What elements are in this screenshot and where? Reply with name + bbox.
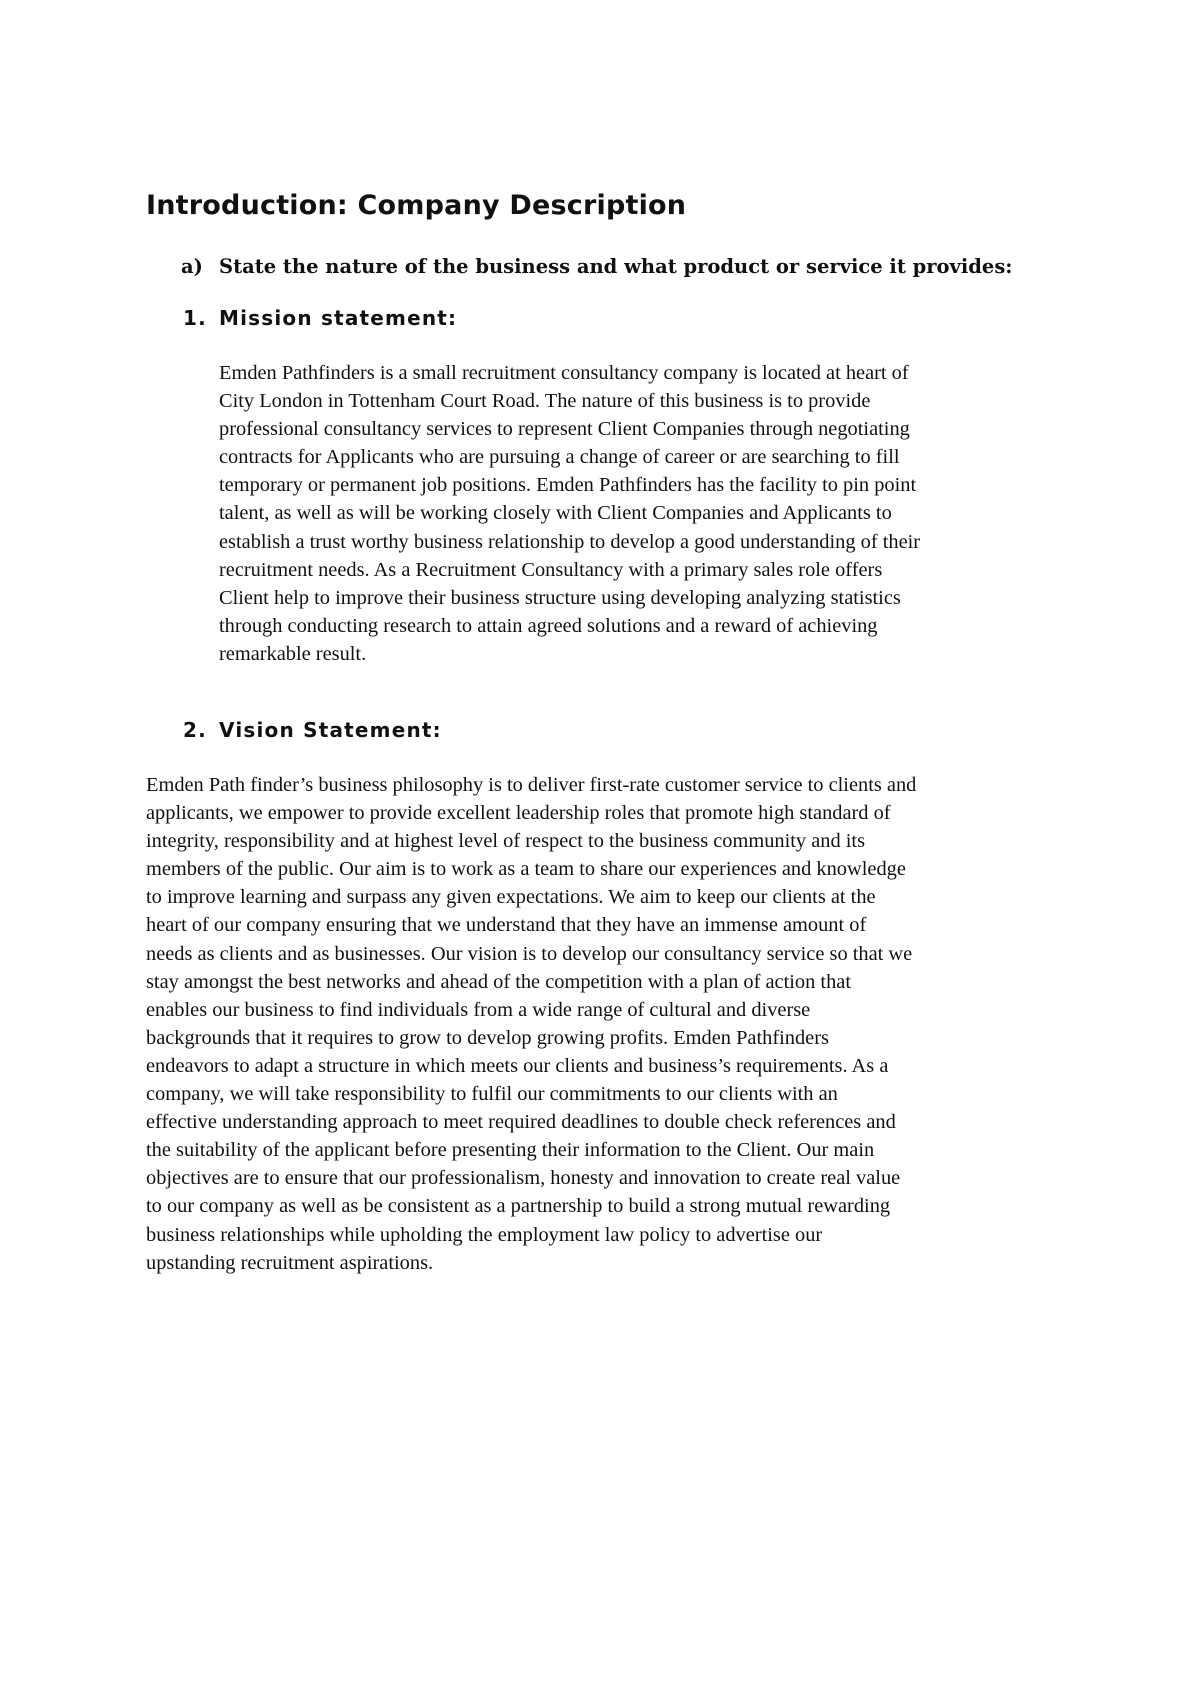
mission-heading: [183, 306, 457, 330]
paragraph-line: to improve learning and surpass any given expectations. We aim to keep our clients at the: [146, 886, 876, 909]
paragraph-line: upstanding recruitment aspirations.: [146, 1251, 434, 1274]
paragraph-line: enables our business to find individuals from a wide range of cultural and diverse: [146, 998, 811, 1021]
mission-paragraph: [219, 359, 920, 668]
paragraph-line: recruitment needs. As a Recruitment Consultancy with a primary sales role offers: [219, 558, 883, 581]
paragraph-line: effective understanding approach to meet required deadlines to double check references and: [146, 1111, 896, 1134]
paragraph-line: talent, as well as will be working closely with Client Companies and Applicants to: [219, 502, 892, 525]
paragraph-line: endeavors to adapt a structure in which meets our clients and business’s requirements. As a: [146, 1054, 889, 1077]
paragraph-line: to our company as well as be consistent as a partnership to build a strong mutual rewarding: [146, 1195, 891, 1218]
paragraph-line: establish a trust worthy business relationship to develop a good understanding of their: [219, 530, 921, 553]
paragraph-line: remarkable result.: [219, 642, 367, 665]
paragraph-line: business relationships while upholding the employment law policy to advertise our: [146, 1223, 823, 1246]
paragraph-line: integrity, responsibility and at highest level of respect to the business community and its: [146, 830, 866, 853]
question-item: [181, 255, 1013, 278]
paragraph-line: applicants, we empower to provide excellent leadership roles that promote high standard of: [146, 802, 891, 825]
mission-heading-text: Mission statement:: [219, 306, 458, 330]
paragraph-line: Emden Path finder’s business philosophy is to deliver first-rate customer service to clients and: [146, 774, 917, 796]
paragraph-line: members of the public. Our aim is to work as a team to share our experiences and knowledge: [146, 858, 906, 881]
paragraph-line: company, we will take responsibility to fulfil our commitments to our clients with an: [146, 1083, 838, 1106]
paragraph-line: professional consultancy services to represent Client Companies through negotiating: [219, 418, 910, 441]
vision-paragraph: [146, 771, 916, 1277]
paragraph-line: backgrounds that it requires to grow to develop growing profits. Emden Pathfinders: [146, 1026, 829, 1049]
question-text: State the nature of the business and what product or service it provides:: [219, 255, 1013, 278]
vision-heading-text: Vision Statement:: [219, 718, 442, 742]
vision-number: 2.: [183, 718, 207, 742]
paragraph-line: through conducting research to attain agreed solutions and a reward of achieving: [219, 614, 878, 637]
paragraph-line: the suitability of the applicant before presenting their information to the Client. Our main: [146, 1139, 875, 1162]
paragraph-line: needs as clients and as businesses. Our vision is to develop our consultancy service so that we: [146, 942, 913, 965]
paragraph-line: heart of our company ensuring that we understand that they have an immense amount of: [146, 914, 867, 937]
document-title: Introduction: Company Description: [146, 190, 687, 221]
paragraph-line: stay amongst the best networks and ahead of the competition with a plan of action that: [146, 970, 851, 993]
paragraph-line: contracts for Applicants who are pursuing a change of career or are searching to fill: [219, 446, 900, 469]
paragraph-line: Client help to improve their business structure using developing analyzing statistics: [219, 586, 901, 609]
paragraph-line: City London in Tottenham Court Road. The nature of this business is to provide: [219, 390, 871, 413]
paragraph-line: Emden Pathfinders is a small recruitment consultancy company is located at heart of: [219, 362, 909, 384]
mission-number: 1.: [183, 306, 207, 330]
question-marker: a): [181, 255, 203, 278]
paragraph-line: objectives are to ensure that our professionalism, honesty and innovation to create real value: [146, 1167, 901, 1190]
vision-heading: [183, 718, 442, 742]
paragraph-line: temporary or permanent job positions. Emden Pathfinders has the facility to pin point: [219, 474, 917, 497]
